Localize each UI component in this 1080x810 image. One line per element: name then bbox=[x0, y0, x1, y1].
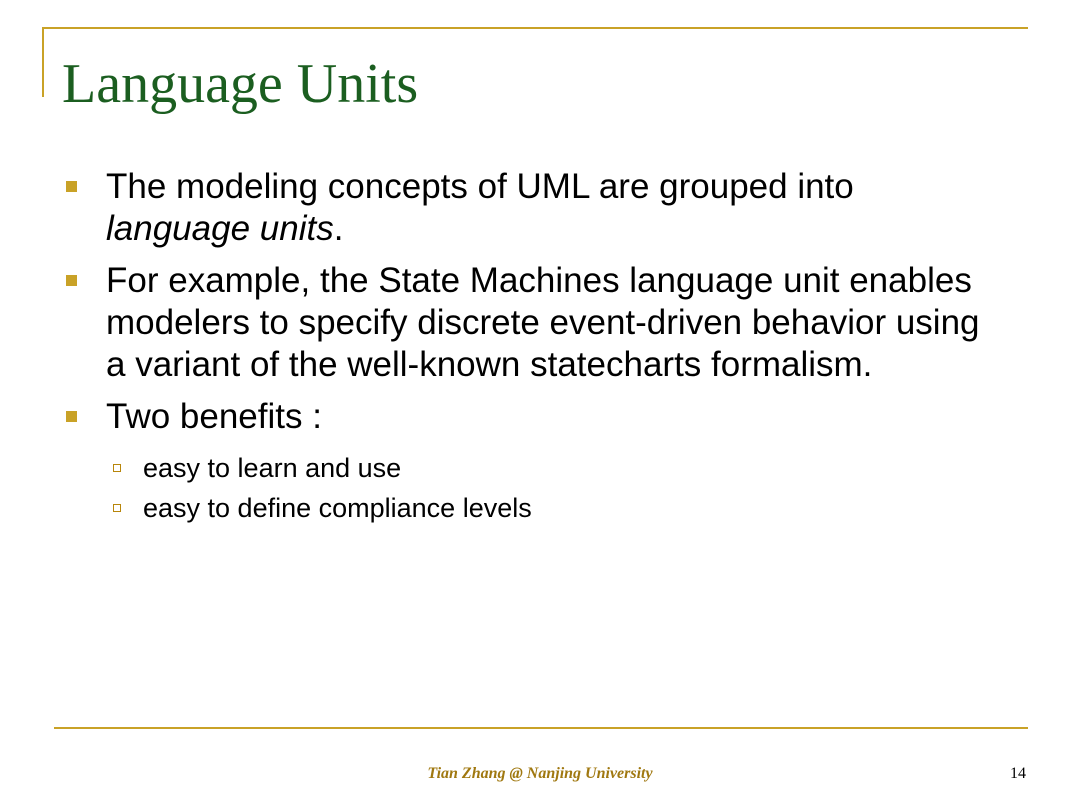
page-number: 14 bbox=[1010, 765, 1026, 782]
sub-bullet-item bbox=[60, 448, 1000, 488]
sub-bullet-list bbox=[60, 448, 1000, 528]
bullet-item bbox=[60, 166, 1000, 250]
bullet-item bbox=[60, 260, 1000, 386]
square-bullet-icon bbox=[66, 181, 77, 192]
bullet-item bbox=[60, 396, 1000, 438]
title-frame-left-line bbox=[42, 27, 44, 97]
footer-divider bbox=[54, 727, 1028, 729]
sub-bullet-item bbox=[60, 488, 1000, 528]
square-bullet-icon bbox=[66, 275, 77, 286]
bullet-text: The modeling concepts of UML are grouped into bbox=[106, 167, 854, 206]
slide-content bbox=[60, 166, 1000, 528]
square-bullet-icon bbox=[66, 411, 77, 422]
sub-bullet-text: easy to learn and use bbox=[143, 453, 402, 483]
slide-title: Language Units bbox=[62, 53, 419, 115]
hollow-square-bullet-icon bbox=[113, 464, 121, 472]
sub-bullet-text: easy to define compliance levels bbox=[143, 493, 532, 523]
bullet-text: For example, the State Machines language unit enables modelers to specify discrete event-driven behavior using a variant of the well-known statecharts formalism. bbox=[106, 261, 980, 384]
title-frame-top-line bbox=[42, 27, 1028, 29]
bullet-text: Two benefits : bbox=[106, 397, 322, 436]
bullet-emphasis-text: language units bbox=[106, 209, 334, 248]
hollow-square-bullet-icon bbox=[113, 504, 121, 512]
bullet-text-end: . bbox=[333, 209, 344, 248]
footer-author: Tian Zhang @ Nanjing University bbox=[427, 765, 653, 782]
